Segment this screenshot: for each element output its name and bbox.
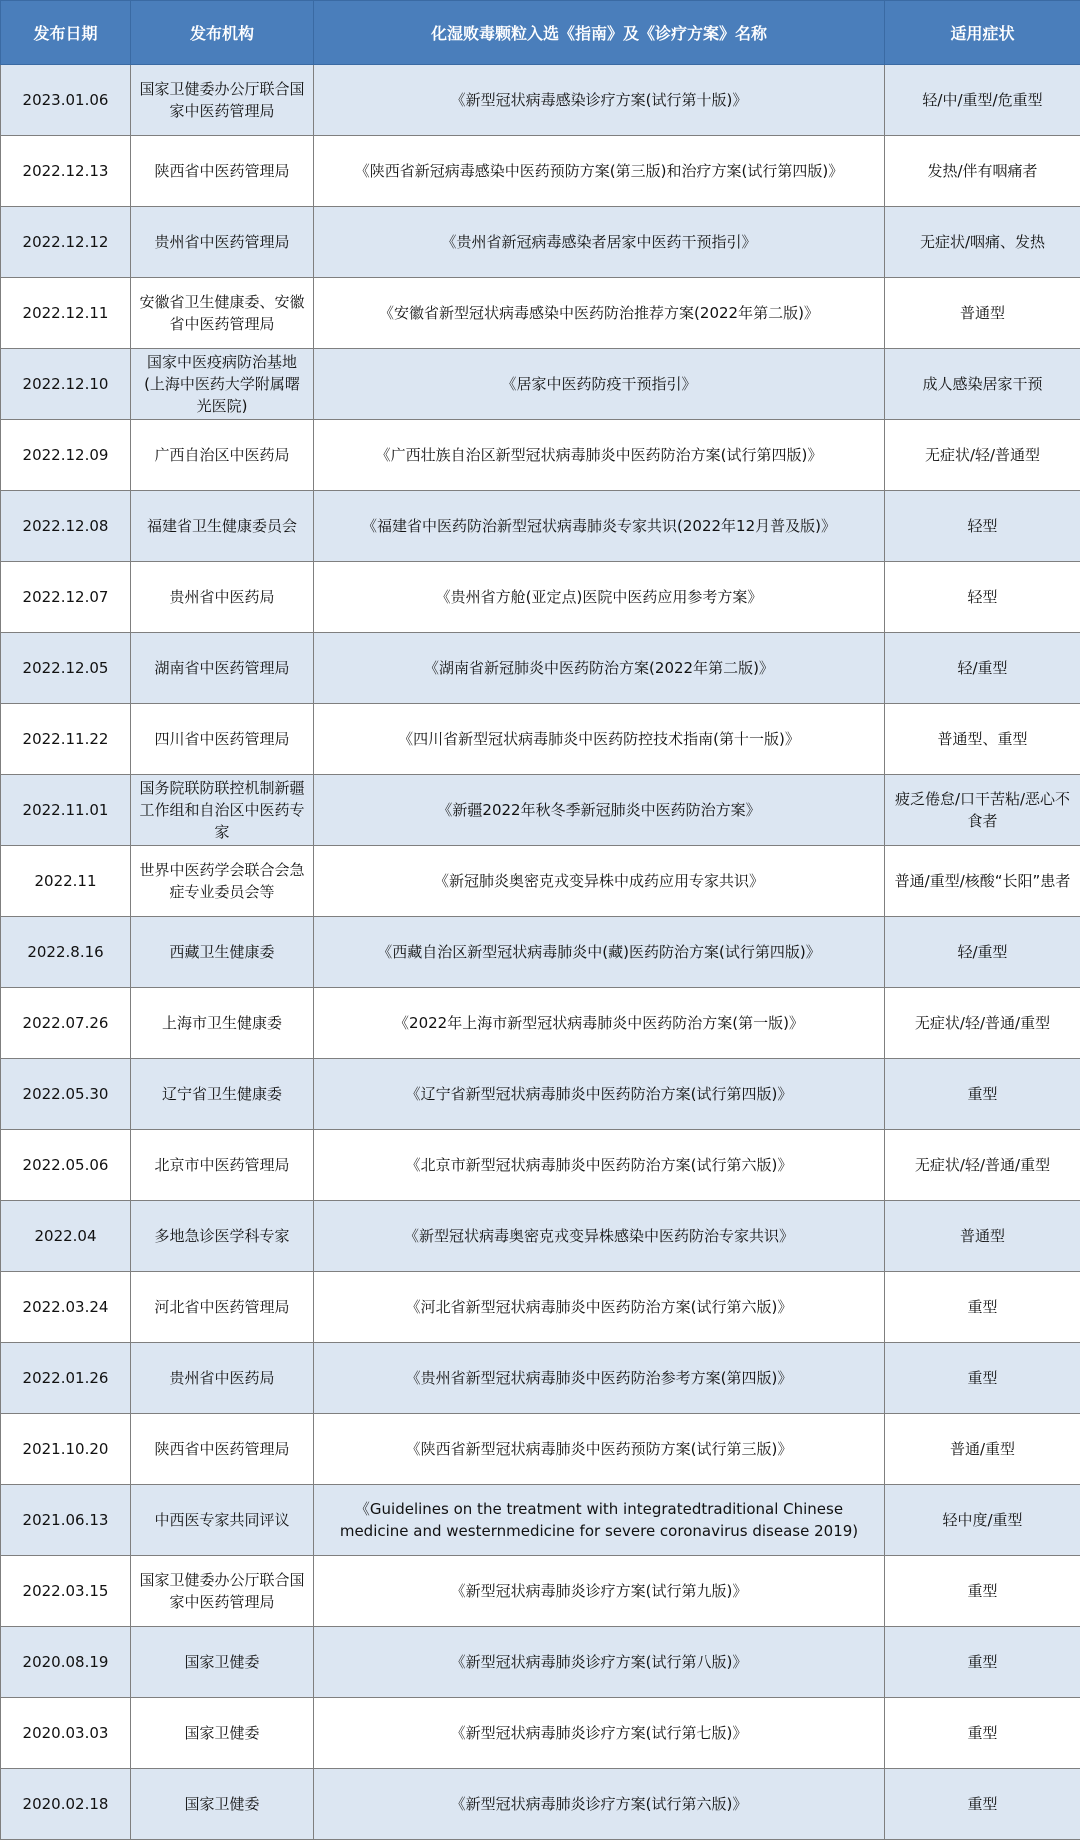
symptoms-cell: 重型 <box>885 1698 1080 1769</box>
org-cell: 陕西省中医药管理局 <box>131 136 314 207</box>
table-row <box>1 65 1080 136</box>
date-cell: 2022.05.06 <box>1 1130 131 1201</box>
table-row <box>1 1414 1080 1485</box>
org-cell: 多地急诊医学科专家 <box>131 1201 314 1272</box>
symptoms-cell: 重型 <box>885 1059 1080 1130</box>
date-cell: 2022.12.11 <box>1 278 131 349</box>
table-row <box>1 1130 1080 1201</box>
table-row <box>1 1201 1080 1272</box>
symptoms-cell: 重型 <box>885 1627 1080 1698</box>
symptoms-cell: 轻型 <box>885 491 1080 562</box>
table-row <box>1 278 1080 349</box>
table-row <box>1 349 1080 420</box>
name-cell: 《新型冠状病毒肺炎诊疗方案(试行第六版)》 <box>314 1769 885 1840</box>
date-cell: 2022.12.05 <box>1 633 131 704</box>
date-cell: 2022.07.26 <box>1 988 131 1059</box>
name-cell: 《新疆2022年秋冬季新冠肺炎中医药防治方案》 <box>314 775 885 846</box>
table-row <box>1 420 1080 491</box>
date-cell: 2022.01.26 <box>1 1343 131 1414</box>
name-cell: 《贵州省方舱(亚定点)医院中医药应用参考方案》 <box>314 562 885 633</box>
date-cell: 2022.12.13 <box>1 136 131 207</box>
org-cell: 四川省中医药管理局 <box>131 704 314 775</box>
date-cell: 2022.12.09 <box>1 420 131 491</box>
symptoms-cell: 无症状/轻/普通/重型 <box>885 1130 1080 1201</box>
name-cell: 《河北省新型冠状病毒肺炎中医药防治方案(试行第六版)》 <box>314 1272 885 1343</box>
symptoms-cell: 疲乏倦怠/口干苦粘/恶心不食者 <box>885 775 1080 846</box>
name-cell: 《陕西省新型冠状病毒肺炎中医药预防方案(试行第三版)》 <box>314 1414 885 1485</box>
header-date: 发布日期 <box>1 1 131 65</box>
table-row <box>1 633 1080 704</box>
date-cell: 2022.11.22 <box>1 704 131 775</box>
table-row <box>1 491 1080 562</box>
table-row <box>1 775 1080 846</box>
date-cell: 2022.8.16 <box>1 917 131 988</box>
symptoms-cell: 轻/重型 <box>885 917 1080 988</box>
table-row <box>1 846 1080 917</box>
date-cell: 2021.06.13 <box>1 1485 131 1556</box>
symptoms-cell: 重型 <box>885 1343 1080 1414</box>
date-cell: 2022.12.08 <box>1 491 131 562</box>
date-cell: 2022.03.24 <box>1 1272 131 1343</box>
name-cell: 《陕西省新冠病毒感染中医药预防方案(第三版)和治疗方案(试行第四版)》 <box>314 136 885 207</box>
name-cell: 《四川省新型冠状病毒肺炎中医药防控技术指南(第十一版)》 <box>314 704 885 775</box>
date-cell: 2022.04 <box>1 1201 131 1272</box>
symptoms-cell: 普通/重型/核酸“长阳”患者 <box>885 846 1080 917</box>
name-cell: 《新型冠状病毒感染诊疗方案(试行第十版)》 <box>314 65 885 136</box>
header-row <box>1 1 1080 65</box>
date-cell: 2022.11 <box>1 846 131 917</box>
symptoms-cell: 普通型 <box>885 1201 1080 1272</box>
org-cell: 国家卫健委 <box>131 1698 314 1769</box>
org-cell: 国家卫健委办公厅联合国家中医药管理局 <box>131 65 314 136</box>
name-cell: 《新型冠状病毒奥密克戎变异株感染中医药防治专家共识》 <box>314 1201 885 1272</box>
table-row <box>1 562 1080 633</box>
table-row <box>1 1556 1080 1627</box>
org-cell: 国家卫健委办公厅联合国家中医药管理局 <box>131 1556 314 1627</box>
table-body <box>1 65 1080 1840</box>
symptoms-cell: 无症状/轻/普通型 <box>885 420 1080 491</box>
header-symptoms: 适用症状 <box>885 1 1080 65</box>
name-cell: 《辽宁省新型冠状病毒肺炎中医药防治方案(试行第四版)》 <box>314 1059 885 1130</box>
symptoms-cell: 轻型 <box>885 562 1080 633</box>
org-cell: 贵州省中医药管理局 <box>131 207 314 278</box>
org-cell: 上海市卫生健康委 <box>131 988 314 1059</box>
org-cell: 安徽省卫生健康委、安徽省中医药管理局 <box>131 278 314 349</box>
symptoms-cell: 普通型、重型 <box>885 704 1080 775</box>
name-cell: 《贵州省新冠病毒感染者居家中医药干预指引》 <box>314 207 885 278</box>
date-cell: 2023.01.06 <box>1 65 131 136</box>
symptoms-cell: 发热/伴有咽痛者 <box>885 136 1080 207</box>
name-cell: 《2022年上海市新型冠状病毒肺炎中医药防治方案(第一版)》 <box>314 988 885 1059</box>
date-cell: 2022.03.15 <box>1 1556 131 1627</box>
org-cell: 辽宁省卫生健康委 <box>131 1059 314 1130</box>
name-cell: 《北京市新型冠状病毒肺炎中医药防治方案(试行第六版)》 <box>314 1130 885 1201</box>
org-cell: 湖南省中医药管理局 <box>131 633 314 704</box>
symptoms-cell: 普通/重型 <box>885 1414 1080 1485</box>
name-cell: 《湖南省新冠肺炎中医药防治方案(2022年第二版)》 <box>314 633 885 704</box>
org-cell: 广西自治区中医药局 <box>131 420 314 491</box>
symptoms-cell: 重型 <box>885 1769 1080 1840</box>
org-cell: 河北省中医药管理局 <box>131 1272 314 1343</box>
symptoms-cell: 普通型 <box>885 278 1080 349</box>
org-cell: 国务院联防联控机制新疆工作组和自治区中医药专家 <box>131 775 314 846</box>
symptoms-cell: 轻/中/重型/危重型 <box>885 65 1080 136</box>
org-cell: 北京市中医药管理局 <box>131 1130 314 1201</box>
table-row <box>1 207 1080 278</box>
org-cell: 贵州省中医药局 <box>131 1343 314 1414</box>
symptoms-cell: 轻中度/重型 <box>885 1485 1080 1556</box>
symptoms-cell: 轻/重型 <box>885 633 1080 704</box>
symptoms-cell: 重型 <box>885 1556 1080 1627</box>
date-cell: 2020.02.18 <box>1 1769 131 1840</box>
table-row <box>1 1272 1080 1343</box>
date-cell: 2022.12.10 <box>1 349 131 420</box>
header-name: 化湿败毒颗粒入选《指南》及《诊疗方案》名称 <box>314 1 885 65</box>
org-cell: 陕西省中医药管理局 <box>131 1414 314 1485</box>
name-cell: 《新型冠状病毒肺炎诊疗方案(试行第七版)》 <box>314 1698 885 1769</box>
date-cell: 2020.08.19 <box>1 1627 131 1698</box>
table-row <box>1 1698 1080 1769</box>
symptoms-cell: 无症状/咽痛、发热 <box>885 207 1080 278</box>
name-cell: 《新型冠状病毒肺炎诊疗方案(试行第八版)》 <box>314 1627 885 1698</box>
table-row <box>1 1343 1080 1414</box>
table-row <box>1 704 1080 775</box>
date-cell: 2022.05.30 <box>1 1059 131 1130</box>
symptoms-cell: 重型 <box>885 1272 1080 1343</box>
name-cell: 《新冠肺炎奥密克戎变异株中成药应用专家共识》 <box>314 846 885 917</box>
org-cell: 中西医专家共同评议 <box>131 1485 314 1556</box>
table-row <box>1 1627 1080 1698</box>
symptoms-cell: 成人感染居家干预 <box>885 349 1080 420</box>
table-row <box>1 136 1080 207</box>
table-row <box>1 1059 1080 1130</box>
name-cell: 《新型冠状病毒肺炎诊疗方案(试行第九版)》 <box>314 1556 885 1627</box>
name-cell: 《Guidelines on the treatment with integratedtraditional Chinese medicine and westernmedicine for severe coronavirus disease 2019) <box>314 1485 885 1556</box>
date-cell: 2022.12.12 <box>1 207 131 278</box>
table-header <box>1 1 1080 65</box>
org-cell: 世界中医药学会联合会急症专业委员会等 <box>131 846 314 917</box>
table-row <box>1 1769 1080 1840</box>
symptoms-cell: 无症状/轻/普通/重型 <box>885 988 1080 1059</box>
org-cell: 贵州省中医药局 <box>131 562 314 633</box>
table-row <box>1 1485 1080 1556</box>
org-cell: 西藏卫生健康委 <box>131 917 314 988</box>
name-cell: 《西藏自治区新型冠状病毒肺炎中(藏)医药防治方案(试行第四版)》 <box>314 917 885 988</box>
date-cell: 2021.10.20 <box>1 1414 131 1485</box>
org-cell: 国家中医疫病防治基地(上海中医药大学附属曙光医院) <box>131 349 314 420</box>
name-cell: 《安徽省新型冠状病毒感染中医药防治推荐方案(2022年第二版)》 <box>314 278 885 349</box>
org-cell: 国家卫健委 <box>131 1627 314 1698</box>
name-cell: 《贵州省新型冠状病毒肺炎中医药防治参考方案(第四版)》 <box>314 1343 885 1414</box>
date-cell: 2020.03.03 <box>1 1698 131 1769</box>
name-cell: 《广西壮族自治区新型冠状病毒肺炎中医药防治方案(试行第四版)》 <box>314 420 885 491</box>
name-cell: 《居家中医药防疫干预指引》 <box>314 349 885 420</box>
table-row <box>1 988 1080 1059</box>
date-cell: 2022.12.07 <box>1 562 131 633</box>
org-cell: 福建省卫生健康委员会 <box>131 491 314 562</box>
date-cell: 2022.11.01 <box>1 775 131 846</box>
name-cell: 《福建省中医药防治新型冠状病毒肺炎专家共识(2022年12月普及版)》 <box>314 491 885 562</box>
header-org: 发布机构 <box>131 1 314 65</box>
org-cell: 国家卫健委 <box>131 1769 314 1840</box>
table-row <box>1 917 1080 988</box>
